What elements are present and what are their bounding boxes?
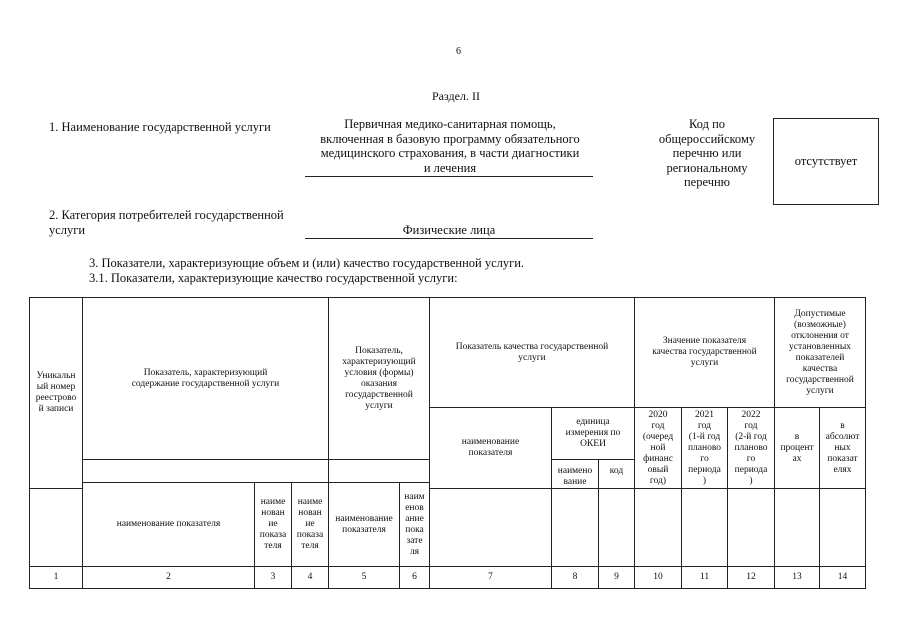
item1-label: 1. Наименование государственной услуги (49, 120, 271, 134)
col-number-10: 10 (635, 567, 682, 589)
code-box (773, 118, 879, 205)
unit-name-spacer (552, 483, 599, 567)
content-name-3: наиме нован ие показа теля (292, 483, 329, 567)
col-number-14: 14 (820, 567, 866, 589)
col-number-12: 12 (728, 567, 775, 589)
y2020-spacer (635, 483, 682, 567)
category-underline (305, 238, 593, 239)
col-number-1: 1 (30, 567, 83, 589)
unit-code-spacer (599, 483, 635, 567)
col-year-2021: 2021 год (1-й год планово го периода ) (682, 408, 728, 489)
col-unit-name: наимено вание (552, 460, 599, 489)
quality-indicators-table (29, 297, 866, 489)
col-number-9: 9 (599, 567, 635, 589)
col-number-6: 6 (400, 567, 430, 589)
col-allowed-deviation: Допустимые (возможные) отклонения от установленных показателей качества государственной услуги (775, 298, 866, 408)
conditions-name: наименование показателя (329, 483, 400, 567)
content-name: наименование показателя (83, 483, 255, 567)
quality-spacer (430, 483, 552, 567)
col-year-2022: 2022 год (2-й год планово го периода ) (728, 408, 775, 489)
col-number-2: 2 (83, 567, 255, 589)
service-underline (305, 176, 593, 177)
y2022-spacer (728, 483, 775, 567)
col-indicator-value: Значение показателя качества государственной услуги (635, 298, 775, 408)
col-conditions-indicator: Показатель, характеризующий условия (формы) оказания государственной услуги (329, 298, 430, 460)
code-label: Код по общероссийскому перечню или региональному перечню (658, 117, 756, 189)
col-number-7: 7 (430, 567, 552, 589)
pct-spacer (775, 483, 820, 567)
col-unit-code: код (599, 460, 635, 489)
quality-indicators-table-lower (29, 482, 866, 589)
col-unique-number: Уникальн ый номер реестрово й записи (30, 298, 83, 489)
paragraph-3-1: 3.1. Показатели, характеризующие качество государственной услуги: (89, 271, 458, 285)
content-name-2: наиме нован ие показа теля (255, 483, 292, 567)
col-number-13: 13 (775, 567, 820, 589)
col-deviation-absolute: в абсолют ных показат елях (820, 408, 866, 489)
col-number-4: 4 (292, 567, 329, 589)
service-name: Первичная медико-санитарная помощь, включенная в базовую программу обязательного медицинского страхования, в части диагностики и лечения (320, 117, 580, 175)
section-title: Раздел. II (432, 89, 480, 103)
col-number-11: 11 (682, 567, 728, 589)
col-number-5: 5 (329, 567, 400, 589)
y2021-spacer (682, 483, 728, 567)
page-number: 6 (456, 46, 461, 57)
col-content-indicator: Показатель, характеризующий содержание государственной услуги (83, 298, 329, 460)
col-unit-okei: единица измерения по ОКЕИ (552, 408, 635, 460)
paragraph-3: 3. Показатели, характеризующие объем и (или) качество государственной услуги. (89, 256, 525, 270)
col-quality-indicator: Показатель качества государственной услуги (430, 298, 635, 408)
col-quality-name: наименование показателя (430, 408, 552, 489)
conditions-name-2: наим енов ание пока зате ля (400, 483, 430, 567)
abs-spacer (820, 483, 866, 567)
col-deviation-percent: в процент ах (775, 408, 820, 489)
col-number-3: 3 (255, 567, 292, 589)
col-number-8: 8 (552, 567, 599, 589)
consumer-category: Физические лица (402, 223, 496, 237)
col-year-2020: 2020 год (очеред ной финанс овый год) (635, 408, 682, 489)
unique-spacer (30, 483, 83, 567)
item2-label: 2. Категория потребителей государственной услуги (49, 208, 284, 237)
code-value: отсутствует (794, 154, 858, 168)
